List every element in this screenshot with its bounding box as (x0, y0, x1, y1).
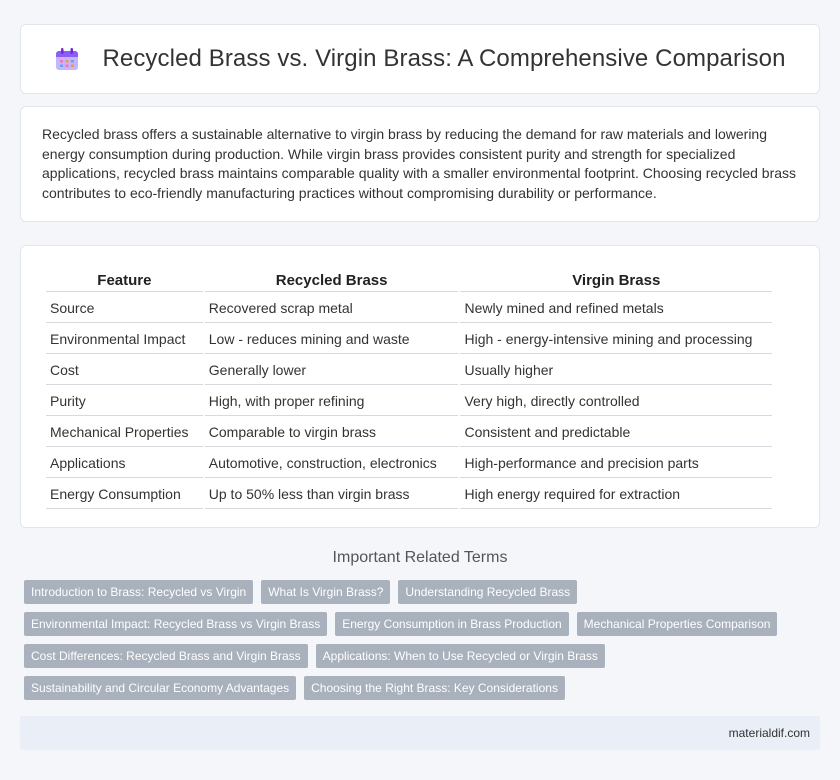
table-cell: Applications (46, 449, 203, 478)
table-cell: Cost (46, 356, 203, 385)
header-virgin-brass: Virgin Brass (460, 270, 772, 292)
table-cell: Recovered scrap metal (205, 294, 459, 323)
table-row (46, 387, 772, 416)
table-cell: Mechanical Properties (46, 418, 203, 447)
comparison-table-card (20, 245, 820, 528)
table-cell: Low - reduces mining and waste (205, 325, 459, 354)
calendar-icon (54, 46, 80, 72)
term-link[interactable]: Sustainability and Circular Economy Advantages (24, 676, 296, 700)
term-link[interactable]: Cost Differences: Recycled Brass and Virgin Brass (24, 644, 308, 668)
term-link[interactable]: What Is Virgin Brass? (261, 580, 390, 604)
footer (20, 716, 820, 750)
header-recycled-brass: Recycled Brass (205, 270, 459, 292)
table-cell: Consistent and predictable (460, 418, 772, 447)
table-cell: Energy Consumption (46, 480, 203, 509)
table-cell: High - energy-intensive mining and processing (460, 325, 772, 354)
table-row (46, 325, 772, 354)
page-title: Recycled Brass vs. Virgin Brass: A Comprehensive Comparison (102, 45, 786, 72)
intro-paragraph: Recycled brass offers a sustainable alternative to virgin brass by reducing the demand for raw materials and lowering energy consumption during production. While virgin brass provides consistent purity and strength for specialized applications, recycled brass maintains comparable quality with a smaller environmental footprint. Choosing recycled brass contributes to eco-friendly manufacturing practices without compromising durability or performance. (42, 126, 797, 201)
term-link[interactable]: Introduction to Brass: Recycled vs Virgin (24, 580, 253, 604)
table-cell: Purity (46, 387, 203, 416)
table-header-row (46, 270, 772, 292)
table-cell: Source (46, 294, 203, 323)
term-link[interactable]: Understanding Recycled Brass (398, 580, 577, 604)
table-cell: High energy required for extraction (460, 480, 772, 509)
table-cell: Generally lower (205, 356, 459, 385)
comparison-table (44, 268, 774, 511)
term-link[interactable]: Applications: When to Use Recycled or Virgin Brass (316, 644, 605, 668)
header-card (20, 24, 820, 94)
table-row (46, 480, 772, 509)
table-cell: Automotive, construction, electronics (205, 449, 459, 478)
table-row (46, 449, 772, 478)
table-cell: Very high, directly controlled (460, 387, 772, 416)
table-cell: Up to 50% less than virgin brass (205, 480, 459, 509)
table-cell: High-performance and precision parts (460, 449, 772, 478)
table-cell: Environmental Impact (46, 325, 203, 354)
term-link[interactable]: Energy Consumption in Brass Production (335, 612, 568, 636)
table-row (46, 418, 772, 447)
table-cell: High, with proper refining (205, 387, 459, 416)
table-row (46, 294, 772, 323)
table-cell: Newly mined and refined metals (460, 294, 772, 323)
table-cell: Comparable to virgin brass (205, 418, 459, 447)
header-feature: Feature (46, 270, 203, 292)
table-cell: Usually higher (460, 356, 772, 385)
intro-card (20, 106, 820, 222)
term-link[interactable]: Environmental Impact: Recycled Brass vs Virgin Brass (24, 612, 327, 636)
table-row (46, 356, 772, 385)
term-link[interactable]: Mechanical Properties Comparison (577, 612, 778, 636)
related-terms-list (24, 580, 824, 708)
footer-site-link[interactable]: materialdif.com (728, 726, 810, 740)
term-link[interactable]: Choosing the Right Brass: Key Considerations (304, 676, 565, 700)
related-terms-heading: Important Related Terms (332, 549, 508, 566)
